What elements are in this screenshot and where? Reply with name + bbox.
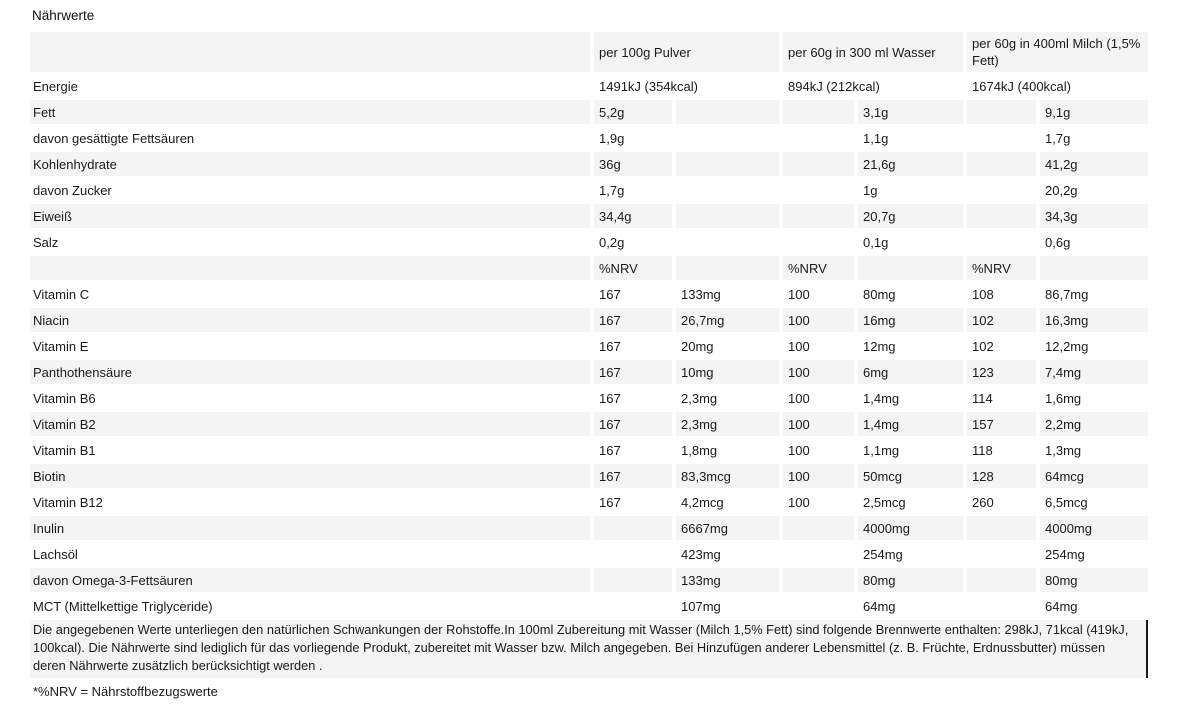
table-row bbox=[30, 438, 1148, 462]
nrv-cell bbox=[967, 516, 1036, 540]
nrv-cell: 108 bbox=[967, 282, 1036, 306]
value-cell bbox=[676, 152, 779, 176]
group-value: 894kJ (212kcal) bbox=[783, 74, 963, 98]
value-cell bbox=[676, 256, 779, 280]
table-row bbox=[30, 204, 1148, 228]
value-cell: 6667mg bbox=[676, 516, 779, 540]
row-label: Niacin bbox=[30, 308, 590, 332]
value-cell: 1,6mg bbox=[1040, 386, 1148, 410]
column-header-wasser: per 60g in 300 ml Wasser bbox=[783, 32, 963, 72]
table-row bbox=[30, 126, 1148, 150]
nrv-cell bbox=[783, 100, 854, 124]
value-cell: 133mg bbox=[676, 282, 779, 306]
value-cell: 64mg bbox=[858, 594, 963, 618]
table-row bbox=[30, 256, 1148, 280]
row-label: Vitamin C bbox=[30, 282, 590, 306]
table-row bbox=[30, 412, 1148, 436]
row-label: davon gesättigte Fettsäuren bbox=[30, 126, 590, 150]
nrv-cell bbox=[967, 178, 1036, 202]
nrv-cell bbox=[594, 542, 672, 566]
value-cell: 16mg bbox=[858, 308, 963, 332]
nrv-cell bbox=[594, 594, 672, 618]
value-cell: 20,7g bbox=[858, 204, 963, 228]
value-cell: 1,7g bbox=[1040, 126, 1148, 150]
value-cell bbox=[1040, 256, 1148, 280]
table-row bbox=[30, 334, 1148, 358]
row-label bbox=[30, 256, 590, 280]
value-cell: 2,2mg bbox=[1040, 412, 1148, 436]
nrv-cell: 0,2g bbox=[594, 230, 672, 254]
nrv-cell bbox=[594, 516, 672, 540]
table-row bbox=[30, 74, 1148, 98]
nrv-cell bbox=[967, 542, 1036, 566]
value-cell: 86,7mg bbox=[1040, 282, 1148, 306]
nrv-footnote: *%NRV = Nährstoffbezugswerte bbox=[33, 684, 218, 699]
nrv-cell bbox=[783, 542, 854, 566]
value-cell: 83,3mcg bbox=[676, 464, 779, 488]
nrv-cell: 167 bbox=[594, 490, 672, 514]
nrv-cell bbox=[967, 594, 1036, 618]
value-cell: 12mg bbox=[858, 334, 963, 358]
nrv-cell: 167 bbox=[594, 308, 672, 332]
nrv-cell: 167 bbox=[594, 282, 672, 306]
nrv-cell: 167 bbox=[594, 438, 672, 462]
value-cell: 12,2mg bbox=[1040, 334, 1148, 358]
page-title: Nährwerte bbox=[32, 8, 95, 23]
table-row bbox=[30, 308, 1148, 332]
nrv-cell: 100 bbox=[783, 386, 854, 410]
nrv-cell: 114 bbox=[967, 386, 1036, 410]
nrv-cell: 123 bbox=[967, 360, 1036, 384]
value-cell: 26,7mg bbox=[676, 308, 779, 332]
nrv-cell bbox=[783, 204, 854, 228]
nrv-cell: 167 bbox=[594, 412, 672, 436]
value-cell bbox=[676, 126, 779, 150]
value-cell bbox=[676, 230, 779, 254]
nrv-cell bbox=[967, 100, 1036, 124]
value-cell: 1g bbox=[858, 178, 963, 202]
value-cell: 0,6g bbox=[1040, 230, 1148, 254]
nrv-cell bbox=[967, 204, 1036, 228]
nrv-cell: 100 bbox=[783, 438, 854, 462]
column-header-milch: per 60g in 400ml Milch (1,5% Fett) bbox=[967, 32, 1148, 72]
table-row bbox=[30, 360, 1148, 384]
value-cell: 80mg bbox=[858, 282, 963, 306]
nutrition-table bbox=[30, 32, 1148, 618]
value-cell: 423mg bbox=[676, 542, 779, 566]
value-cell: 1,4mg bbox=[858, 412, 963, 436]
value-cell: 7,4mg bbox=[1040, 360, 1148, 384]
nrv-cell: 36g bbox=[594, 152, 672, 176]
value-cell: 1,1g bbox=[858, 126, 963, 150]
nrv-cell: 118 bbox=[967, 438, 1036, 462]
row-label: Inulin bbox=[30, 516, 590, 540]
nrv-cell: 167 bbox=[594, 334, 672, 358]
value-cell: 16,3mg bbox=[1040, 308, 1148, 332]
value-cell: 107mg bbox=[676, 594, 779, 618]
value-cell: 10mg bbox=[676, 360, 779, 384]
value-cell: 3,1g bbox=[858, 100, 963, 124]
nrv-cell: 167 bbox=[594, 386, 672, 410]
table-row bbox=[30, 282, 1148, 306]
table-row bbox=[30, 178, 1148, 202]
value-cell bbox=[676, 204, 779, 228]
nrv-cell: 167 bbox=[594, 360, 672, 384]
table-header-row bbox=[30, 32, 1148, 72]
row-label: davon Zucker bbox=[30, 178, 590, 202]
value-cell: 1,4mg bbox=[858, 386, 963, 410]
nrv-cell: 128 bbox=[967, 464, 1036, 488]
value-cell: 6,5mcg bbox=[1040, 490, 1148, 514]
nrv-cell: 100 bbox=[783, 282, 854, 306]
value-cell: 4000mg bbox=[1040, 516, 1148, 540]
nrv-cell: %NRV bbox=[594, 256, 672, 280]
row-label: Kohlenhydrate bbox=[30, 152, 590, 176]
nrv-cell bbox=[783, 230, 854, 254]
table-row bbox=[30, 152, 1148, 176]
value-cell: 80mg bbox=[1040, 568, 1148, 592]
table-row bbox=[30, 568, 1148, 592]
nrv-cell bbox=[783, 126, 854, 150]
value-cell: 50mcg bbox=[858, 464, 963, 488]
nrv-cell bbox=[967, 126, 1036, 150]
table-row bbox=[30, 490, 1148, 514]
nrv-cell: 260 bbox=[967, 490, 1036, 514]
nrv-cell: 100 bbox=[783, 360, 854, 384]
nrv-cell bbox=[967, 568, 1036, 592]
row-label: MCT (Mittelkettige Triglyceride) bbox=[30, 594, 590, 618]
row-label: Biotin bbox=[30, 464, 590, 488]
nrv-cell: 157 bbox=[967, 412, 1036, 436]
table-row bbox=[30, 594, 1148, 618]
table-row bbox=[30, 230, 1148, 254]
nrv-cell: 100 bbox=[783, 464, 854, 488]
row-label: Energie bbox=[30, 74, 590, 98]
value-cell: 6mg bbox=[858, 360, 963, 384]
nrv-cell: 1,9g bbox=[594, 126, 672, 150]
value-cell bbox=[676, 100, 779, 124]
value-cell: 64mcg bbox=[1040, 464, 1148, 488]
nrv-cell: 167 bbox=[594, 464, 672, 488]
value-cell bbox=[676, 178, 779, 202]
value-cell: 64mg bbox=[1040, 594, 1148, 618]
value-cell: 2,3mg bbox=[676, 412, 779, 436]
value-cell: 1,3mg bbox=[1040, 438, 1148, 462]
value-cell bbox=[858, 256, 963, 280]
value-cell: 41,2g bbox=[1040, 152, 1148, 176]
table-row bbox=[30, 542, 1148, 566]
row-label: Vitamin B2 bbox=[30, 412, 590, 436]
nrv-cell bbox=[783, 178, 854, 202]
nrv-cell: 102 bbox=[967, 308, 1036, 332]
column-header-blank bbox=[30, 32, 590, 72]
value-cell: 1,1mg bbox=[858, 438, 963, 462]
disclaimer-text: Die angegebenen Werte unterliegen den natürlichen Schwankungen der Rohstoffe.In 100ml Zubereitung mit Wasser (Milch 1,5% Fett) sind folgende Brennwerte enthalten: 298kJ, 71kcal (419kJ, 100kcal). Die Nährwerte sind lediglich für das vorliegende Produkt, zubereitet mit Wasser bzw. Milch angegeben. Bei Hinzufügen anderer Lebensmittel (z. B. Früchte, Erdnussbutter) müssen deren Nährwerte zusätzlich berücksichtigt werden . bbox=[30, 620, 1148, 678]
row-label: Vitamin B1 bbox=[30, 438, 590, 462]
row-label: Lachsöl bbox=[30, 542, 590, 566]
row-label: Fett bbox=[30, 100, 590, 124]
row-label: Panthothensäure bbox=[30, 360, 590, 384]
nrv-cell: %NRV bbox=[783, 256, 854, 280]
nrv-cell bbox=[783, 594, 854, 618]
nrv-cell: 100 bbox=[783, 308, 854, 332]
value-cell: 2,5mcg bbox=[858, 490, 963, 514]
row-label: Vitamin B12 bbox=[30, 490, 590, 514]
nrv-cell bbox=[783, 516, 854, 540]
value-cell: 9,1g bbox=[1040, 100, 1148, 124]
row-label: Eiweiß bbox=[30, 204, 590, 228]
value-cell: 133mg bbox=[676, 568, 779, 592]
nrv-cell: 102 bbox=[967, 334, 1036, 358]
value-cell: 20mg bbox=[676, 334, 779, 358]
table-row bbox=[30, 100, 1148, 124]
nrv-cell bbox=[594, 568, 672, 592]
value-cell: 0,1g bbox=[858, 230, 963, 254]
nrv-cell: 100 bbox=[783, 412, 854, 436]
row-label: Salz bbox=[30, 230, 590, 254]
value-cell: 254mg bbox=[858, 542, 963, 566]
row-label: Vitamin E bbox=[30, 334, 590, 358]
table-row bbox=[30, 464, 1148, 488]
value-cell: 4,2mcg bbox=[676, 490, 779, 514]
nrv-cell bbox=[967, 152, 1036, 176]
nrv-cell: 1,7g bbox=[594, 178, 672, 202]
table-row bbox=[30, 386, 1148, 410]
row-label: Vitamin B6 bbox=[30, 386, 590, 410]
column-header-pulver: per 100g Pulver bbox=[594, 32, 779, 72]
nrv-cell bbox=[967, 230, 1036, 254]
value-cell: 34,3g bbox=[1040, 204, 1148, 228]
value-cell: 1,8mg bbox=[676, 438, 779, 462]
nrv-cell: 34,4g bbox=[594, 204, 672, 228]
nrv-cell: 5,2g bbox=[594, 100, 672, 124]
group-value: 1491kJ (354kcal) bbox=[594, 74, 779, 98]
value-cell: 4000mg bbox=[858, 516, 963, 540]
nrv-cell: 100 bbox=[783, 334, 854, 358]
table-row bbox=[30, 516, 1148, 540]
value-cell: 80mg bbox=[858, 568, 963, 592]
value-cell: 254mg bbox=[1040, 542, 1148, 566]
value-cell: 21,6g bbox=[858, 152, 963, 176]
value-cell: 20,2g bbox=[1040, 178, 1148, 202]
row-label: davon Omega-3-Fettsäuren bbox=[30, 568, 590, 592]
group-value: 1674kJ (400kcal) bbox=[967, 74, 1148, 98]
nrv-cell bbox=[783, 152, 854, 176]
value-cell: 2,3mg bbox=[676, 386, 779, 410]
nrv-cell: %NRV bbox=[967, 256, 1036, 280]
nrv-cell bbox=[783, 568, 854, 592]
nrv-cell: 100 bbox=[783, 490, 854, 514]
